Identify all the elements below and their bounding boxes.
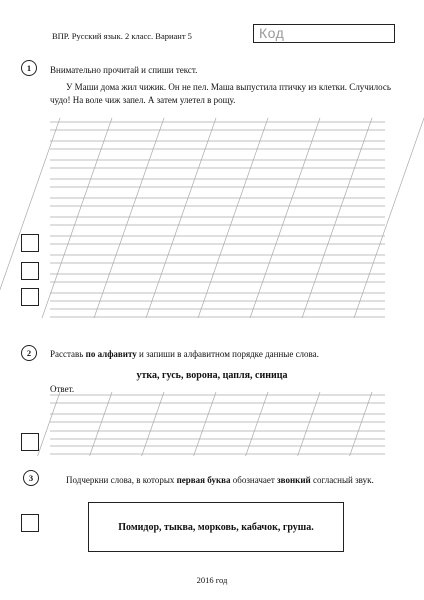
footer-year: 2016 год: [196, 575, 228, 585]
task-3-instruction-bold-1: первая буква: [176, 475, 231, 485]
task-2-number: 2: [21, 345, 37, 361]
task-1-number: 1: [21, 60, 37, 76]
score-box-3[interactable]: [21, 514, 39, 532]
task-1-instruction: Внимательно прочитай и спиши текст.: [50, 65, 198, 75]
task-3-instruction-part-1: Подчеркни слова, в которых: [66, 475, 177, 485]
task-2-instruction-part-1: Расставь: [50, 349, 86, 359]
task-2-instruction-part-2: и запиши в алфавитном порядке данные слова.: [136, 349, 319, 359]
task-1-text: У Маши дома жил чижик. Он не пел. Маша выпустила птичку из клетки. Случилось чудо! На воле чиж запел. А затем улетел в рощу.: [50, 82, 391, 105]
score-box-2[interactable]: [21, 433, 39, 451]
task-3-instruction: [50, 474, 395, 487]
code-label: Код: [259, 25, 285, 41]
task-3-sentence-box[interactable]: [88, 502, 344, 552]
task-3-instruction-bold-2: звонкий: [277, 475, 311, 485]
task-3-number: 3: [23, 470, 39, 486]
task-3-instruction-part-3: согласный звук.: [310, 475, 374, 485]
task-3-sentence: Помидор, тыква, морковь, кабачок, груша.: [118, 521, 314, 533]
page-header-title: ВПР. Русский язык. 2 класс. Вариант 5: [52, 31, 192, 41]
task-3-instruction-part-2: обозначает: [230, 475, 278, 485]
answer-label: Ответ.: [50, 384, 75, 394]
task-2-words: утка, гусь, ворона, цапля, синица: [136, 370, 288, 381]
task-2-instruction-bold: по алфавиту: [85, 349, 137, 359]
